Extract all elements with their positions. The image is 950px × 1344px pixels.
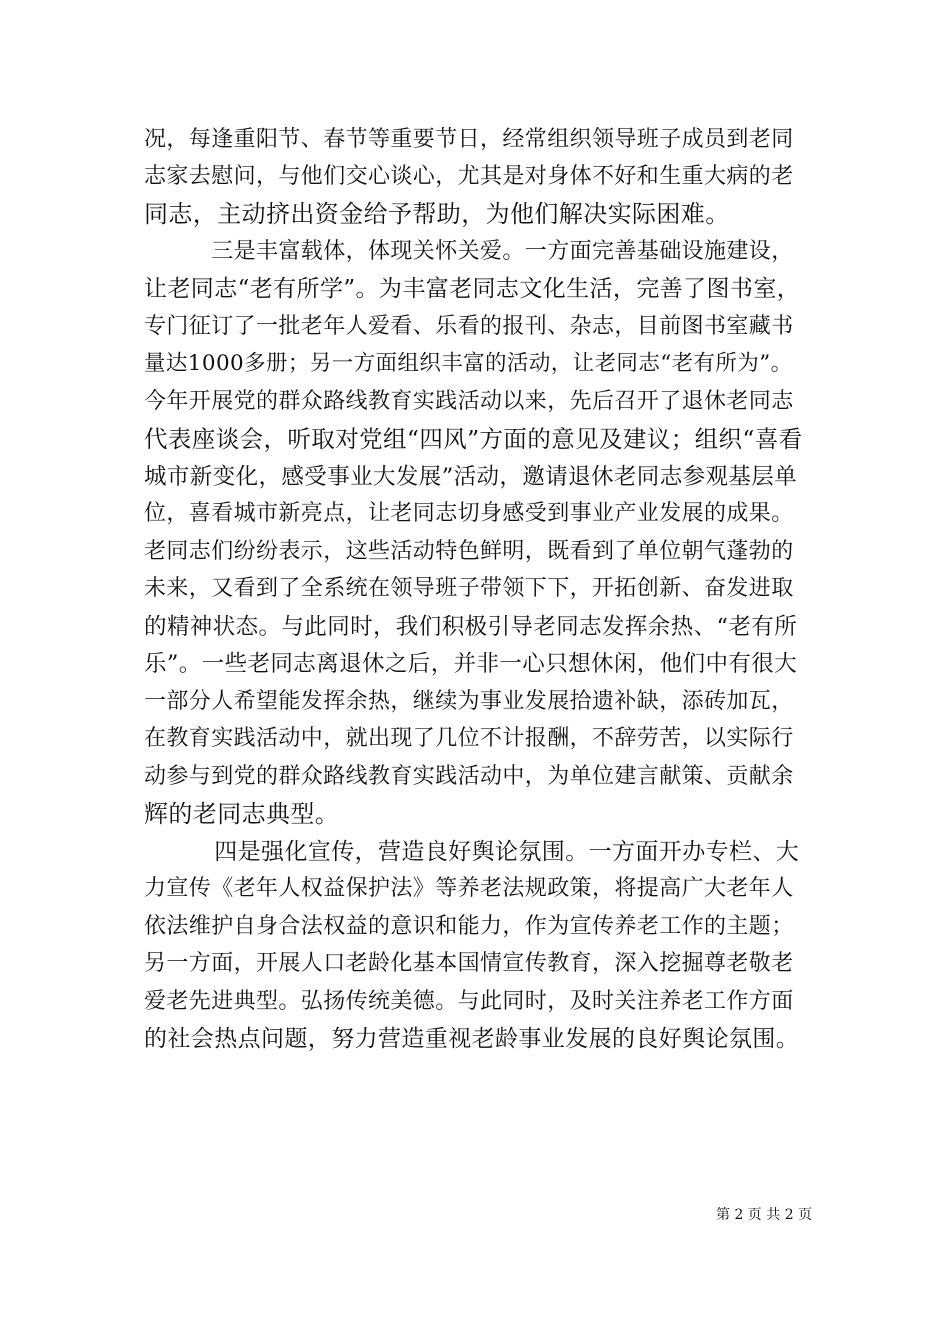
body-line: 乐”。一些老同志离退休之后，并非一心只想休闲，他们中有很大 xyxy=(144,651,798,677)
body-line: 的社会热点问题，努力营造重视老龄事业发展的良好舆论氛围。 xyxy=(144,1026,800,1052)
page-number-footer: 第 2 页 共 2 页 xyxy=(716,1207,813,1223)
body-line: 量达1000多册；另一方面组织丰富的活动，让老同志“老有所为”。 xyxy=(144,351,793,376)
body-line: 动参与到党的群众路线教育实践活动中，为单位建言献策、贡献余 xyxy=(144,764,794,789)
body-line: 的精神状态。与此同时，我们积极引导老同志发挥余热、“老有所 xyxy=(144,614,798,640)
body-line: 志家去慰问，与他们交心谈心，尤其是对身体不好和生重大病的老 xyxy=(144,164,794,189)
body-line: 老同志们纷纷表示，这些活动特色鲜明，既看到了单位朝气蓬勃的 xyxy=(144,539,794,564)
body-line: 辉的老同志典型。 xyxy=(144,800,340,828)
body-line: 未来，又看到了全系统在领导班子带领下下，开拓创新、奋发进取 xyxy=(144,576,794,601)
body-line: 代表座谈会，听取对党组“四风”方面的意见及建议；组织“喜看 xyxy=(144,425,803,453)
body-line: 依法维护自身合法权益的意识和能力，作为宣传养老工作的主题； xyxy=(144,914,794,939)
body-line: 力宣传《老年人权益保护法》等养老法规政策，将提高广大老年人 xyxy=(144,876,794,901)
body-line: 今年开展党的群众路线教育实践活动以来，先后召开了退休老同志 xyxy=(144,389,794,414)
body-line: 同志，主动挤出资金给予帮助，为他们解决实际困难。 xyxy=(144,200,730,228)
body-line: 四是强化宣传，营造良好舆论氛围。一方面开办专栏、大 xyxy=(144,839,800,865)
body-line: 一部分人希望能发挥余热，继续为事业发展拾遗补缺，添砖加瓦， xyxy=(144,689,794,714)
body-line: 爱老先进典型。弘扬传统美德。与此同时，及时关注养老工作方面 xyxy=(144,989,794,1014)
body-line: 专门征订了一批老年人爱看、乐看的报刊、杂志，目前图书室藏书 xyxy=(144,314,794,339)
body-line: 三是丰富载体，体现关怀关爱。一方面完善基础设施建设， xyxy=(144,239,794,264)
body-line: 另一方面，开展人口老龄化基本国情宣传教育，深入挖掘尊老敬老 xyxy=(144,951,794,976)
body-line: 在教育实践活动中，就出现了几位不计报酬，不辞劳苦，以实际行 xyxy=(144,726,794,751)
body-line: 况，每逢重阳节、春节等重要节日，经常组织领导班子成员到老同 xyxy=(144,127,794,152)
body-line: 让老同志“老有所学”。为丰富老同志文化生活，完善了图书室， xyxy=(144,276,801,302)
body-line: 城市新变化，感受事业大发展”活动，邀请退休老同志参观基层单 xyxy=(144,464,798,490)
body-line: 位，喜看城市新亮点，让老同志切身感受到事业产业发展的成果。 xyxy=(144,501,794,526)
